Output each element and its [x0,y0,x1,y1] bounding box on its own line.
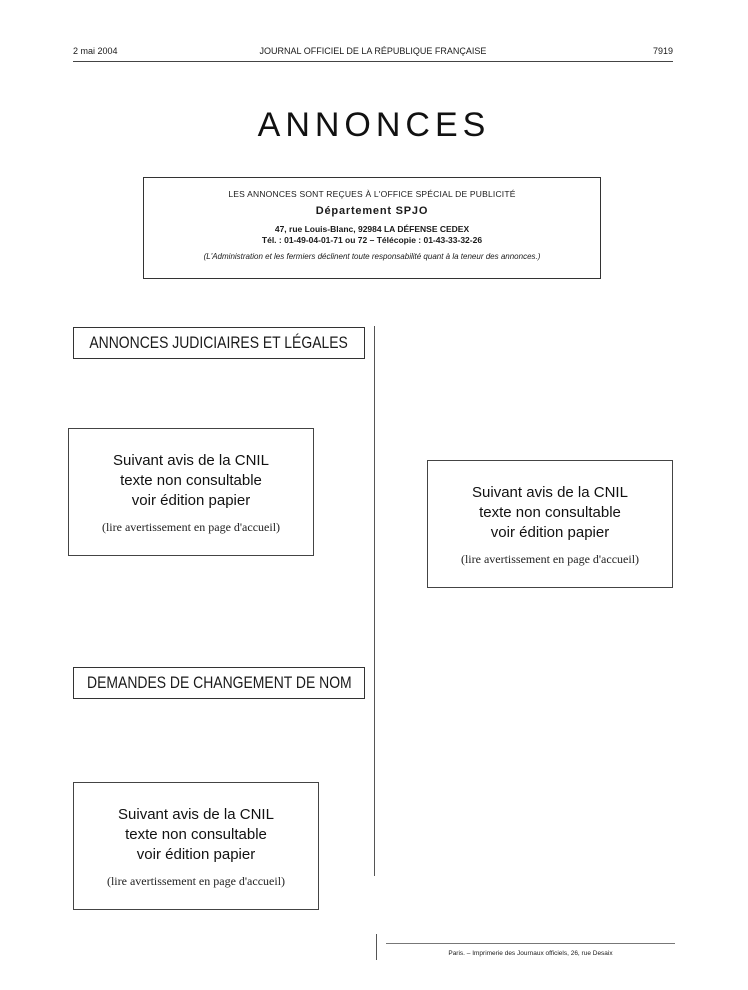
info-disclaimer: (L'Administration et les fermiers déclinent toute responsabilité quant à la teneur des annonces.) [203,252,541,261]
footer-divider [386,943,675,944]
printer-imprint: Paris. – Imprimerie des Journaux officiels, 26, rue Desaix [448,950,613,957]
notice-line: texte non consultable [479,504,621,521]
cnil-notice-box [68,428,314,556]
notice-line: voir édition papier [490,524,610,541]
info-line-reception: LES ANNONCES SONT REÇUES À L'OFFICE SPÉCIAL DE PUBLICITÉ [228,189,516,199]
notice-line: Suivant avis de la CNIL [118,806,274,823]
header-date: 2 mai 2004 [73,46,118,56]
header-journal-title: JOURNAL OFFICIEL DE LA RÉPUBLIQUE FRANÇAISE [259,46,487,56]
notice-line: Suivant avis de la CNIL [472,484,628,501]
section-heading-changement-nom [73,667,365,699]
info-department: Département SPJO [315,205,429,217]
section-heading-text: ANNONCES JUDICIAIRES ET LÉGALES [89,333,349,352]
publicity-info-box [143,177,601,279]
header-divider [73,61,673,62]
notice-line: Suivant avis de la CNIL [113,452,269,469]
page-header [73,46,673,60]
page-title: ANNONCES [257,106,491,144]
notice-line: texte non consultable [120,472,262,489]
cnil-notice-box [73,782,319,910]
info-phone: Tél. : 01-49-04-01-71 ou 72 – Télécopie : 01-43-33-32-26 [261,235,483,245]
footer-column-mark [376,934,377,960]
cnil-notice-box [427,460,673,588]
notice-note: (lire avertissement en page d'accueil) [460,552,640,566]
notice-line: texte non consultable [125,826,267,843]
info-address: 47, rue Louis-Blanc, 92984 LA DÉFENSE CEDEX [274,224,470,234]
header-page-number: 7919 [652,46,673,56]
section-heading-text: DEMANDES DE CHANGEMENT DE NOM [86,673,352,692]
notice-line: voir édition papier [136,846,256,863]
notice-note: (lire avertissement en page d'accueil) [106,874,286,888]
notice-note: (lire avertissement en page d'accueil) [101,520,281,534]
section-heading-judiciaires [73,327,365,359]
notice-line: voir édition papier [131,492,251,509]
column-divider [374,326,375,876]
